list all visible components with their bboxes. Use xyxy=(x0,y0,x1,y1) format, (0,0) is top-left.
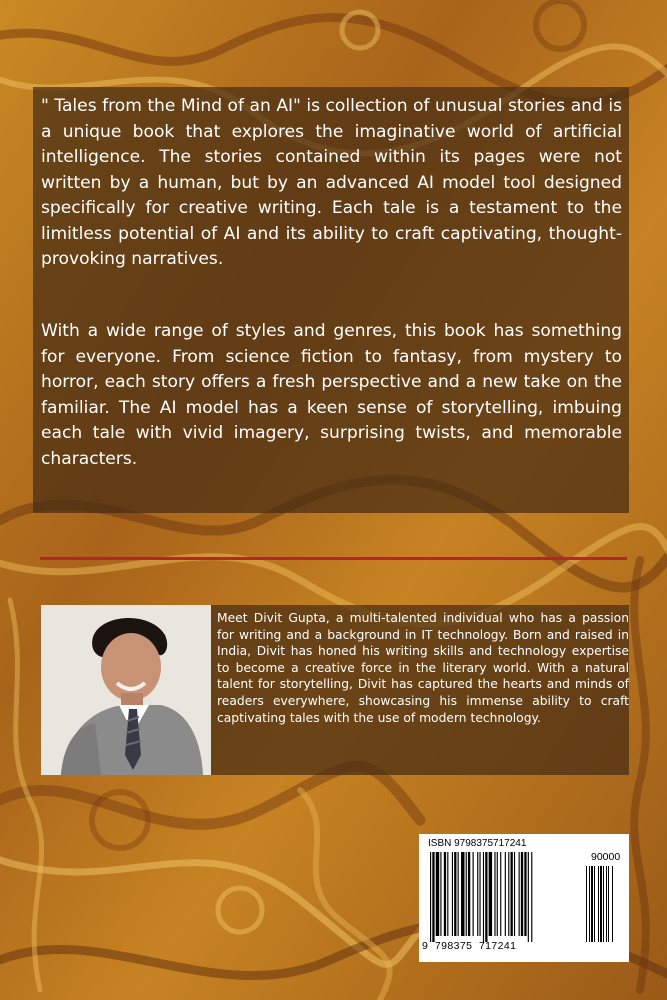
barcode-bar xyxy=(485,852,487,942)
barcode-bar xyxy=(497,852,498,936)
isbn-label: ISBN 9798375717241 xyxy=(428,838,527,849)
barcode-bar xyxy=(473,852,474,936)
barcode-bar xyxy=(524,852,526,936)
blurb-paragraph-2: With a wide range of styles and genres, this book has something for everyone. From science fiction to fantasy, from mystery to horror, each story offers a fresh perspective and a new take on the familiar. The AI model has a keen sense of storytelling, imbuing each tale with vivid imagery, surprising twists, and memorable characters. xyxy=(41,321,622,469)
isbn-barcode xyxy=(424,852,624,948)
barcode-bar xyxy=(452,852,453,936)
barcode-bar xyxy=(508,852,509,936)
barcode-bar xyxy=(479,852,480,936)
author-photo xyxy=(41,605,211,775)
addon-bar xyxy=(603,866,604,942)
blurb-paragraph-1: " Tales from the Mind of an AI" is collection of unusual stories and is a unique book that explores the imaginative world of artificial intelligence. The stories contained within its pages were not written by a human, but by an advanced AI model tool designed specifically for creative writing. Each tale is a testament to the limitless potential of AI and its ability to craft captivating, thought-provoking narratives. xyxy=(41,96,622,269)
barcode-bar xyxy=(521,852,523,936)
barcode-bar xyxy=(458,852,459,936)
addon-bar xyxy=(612,866,613,942)
barcode-bar xyxy=(528,852,529,942)
barcode-bar xyxy=(432,852,434,942)
barcode-bar xyxy=(440,852,441,936)
addon-bar xyxy=(606,866,607,942)
addon-bar xyxy=(608,866,609,942)
barcode-bar xyxy=(519,852,520,936)
addon-bar xyxy=(591,866,593,942)
author-bio-text: Meet Divit Gupta, a multi-talented individual who has a passion for writing and a background in IT technology. Born and raised in India, Divit has honed his writing skills and technology expertise to become a creative force in the literary world. With a natural talent for storytelling, Divit has captured the hearts and minds of readers everywhere, showcasing his immense ability to craft captivating tales with the use of modern technology. xyxy=(217,611,629,725)
barcode-bar xyxy=(447,852,448,936)
barcode-bar xyxy=(483,852,484,942)
price-code: 90000 xyxy=(591,851,621,863)
barcode-bar xyxy=(531,852,532,942)
barcode-bar xyxy=(500,852,501,936)
addon-bar xyxy=(594,866,595,942)
addon-bar xyxy=(586,866,587,942)
barcode-bar xyxy=(505,852,506,936)
barcode-bar xyxy=(436,852,439,936)
barcode-bar xyxy=(477,852,478,936)
addon-bar xyxy=(598,866,599,942)
barcode-bar xyxy=(454,852,456,936)
barcode-bar xyxy=(461,852,464,936)
barcode-bar xyxy=(444,852,446,936)
barcode-bar xyxy=(466,852,467,936)
barcode-bar xyxy=(489,852,492,936)
barcode-bar xyxy=(430,852,431,942)
barcode-bar xyxy=(511,852,513,936)
barcode-bar xyxy=(514,852,515,936)
addon-bar xyxy=(600,866,602,942)
barcode-bar xyxy=(468,852,470,936)
addon-bar xyxy=(589,866,590,942)
ean-digits: 9 798375 717241 xyxy=(422,940,517,952)
barcode-bar xyxy=(494,852,495,936)
divider-rule xyxy=(40,557,627,560)
